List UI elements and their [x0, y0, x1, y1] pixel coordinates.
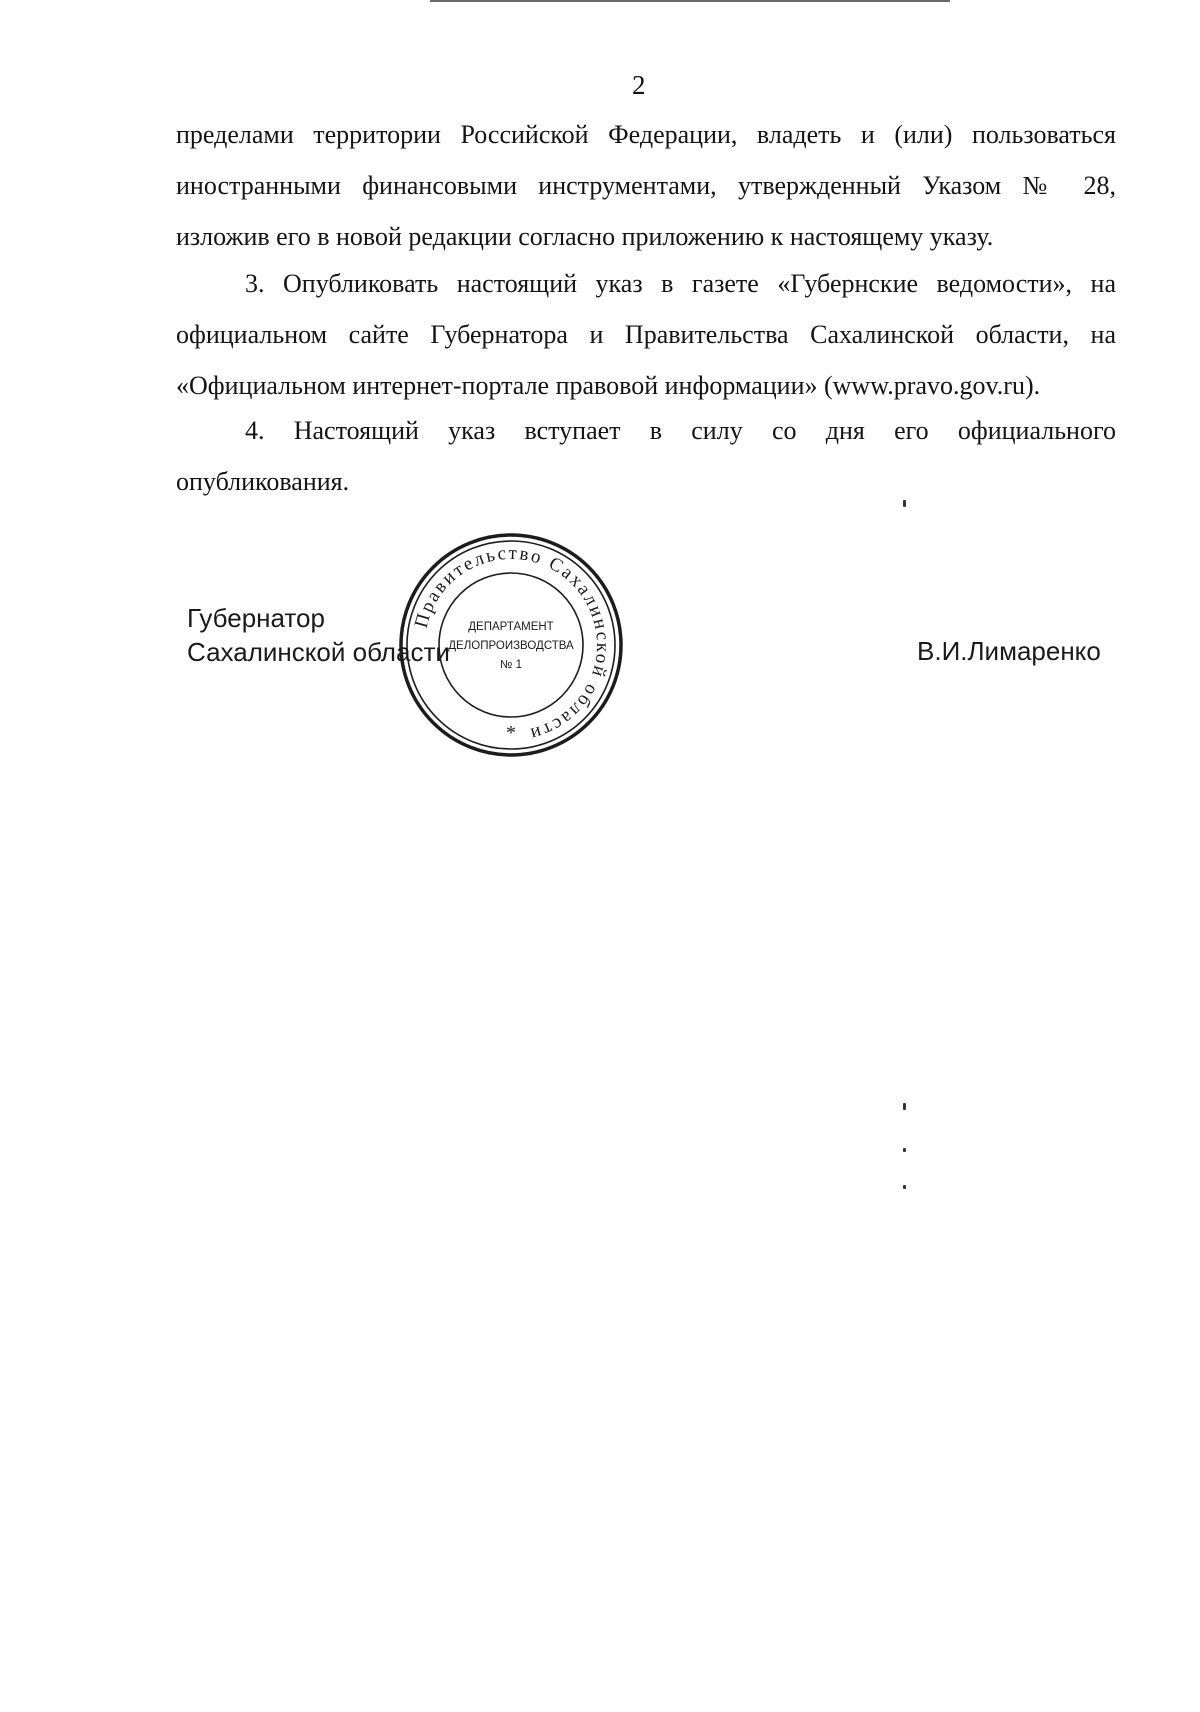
paragraph-line: 4. Настоящий указ вступает в силу со дня его официального [245, 416, 1116, 445]
paragraph-continuation [176, 109, 1116, 262]
signature-title-line: Губернатор [187, 603, 325, 633]
paragraph-line: изложив его в новой редакции согласно приложению к настоящему указу. [176, 222, 994, 251]
official-seal [398, 532, 624, 758]
paragraph-line: официальном сайте Губернатора и Правительства Сахалинской области, на [176, 320, 1116, 349]
paragraph-line: «Официальном интернет-портале правовой информации» (www.pravo.gov.ru). [176, 371, 1041, 400]
scan-speck [903, 1103, 906, 1110]
page-number: 2 [632, 70, 646, 100]
paragraph-line: пределами территории Российской Федерации, владеть и (или) пользоваться [176, 120, 1116, 149]
paragraph-line: 3. Опубликовать настоящий указ в газете «Губернские ведомости», на [245, 269, 1116, 298]
seal-star: * [506, 722, 516, 744]
seal-inner-line: ДЕЛОПРОИЗВОДСТВА [448, 640, 574, 652]
scan-speck [903, 1148, 906, 1152]
seal-inner-line: ДЕПАРТАМЕНТ [468, 621, 554, 633]
scan-speck [903, 1185, 906, 1189]
scan-speck [903, 500, 906, 507]
seal-outer-text: Правительство Сахалинской области [410, 542, 614, 746]
paragraph-line: иностранными финансовыми инструментами, утвержденный Указом № 28, [176, 171, 1116, 200]
paragraph-line: опубликования. [176, 467, 350, 496]
top-edge-line [430, 0, 950, 2]
paragraph-item-3 [176, 258, 1116, 411]
signatory-name: В.И.Лимаренко [917, 636, 1101, 666]
paragraph-item-4 [176, 405, 1116, 507]
signature-title-line: Сахалинской области [187, 637, 450, 667]
seal-inner-line: № 1 [500, 659, 522, 671]
